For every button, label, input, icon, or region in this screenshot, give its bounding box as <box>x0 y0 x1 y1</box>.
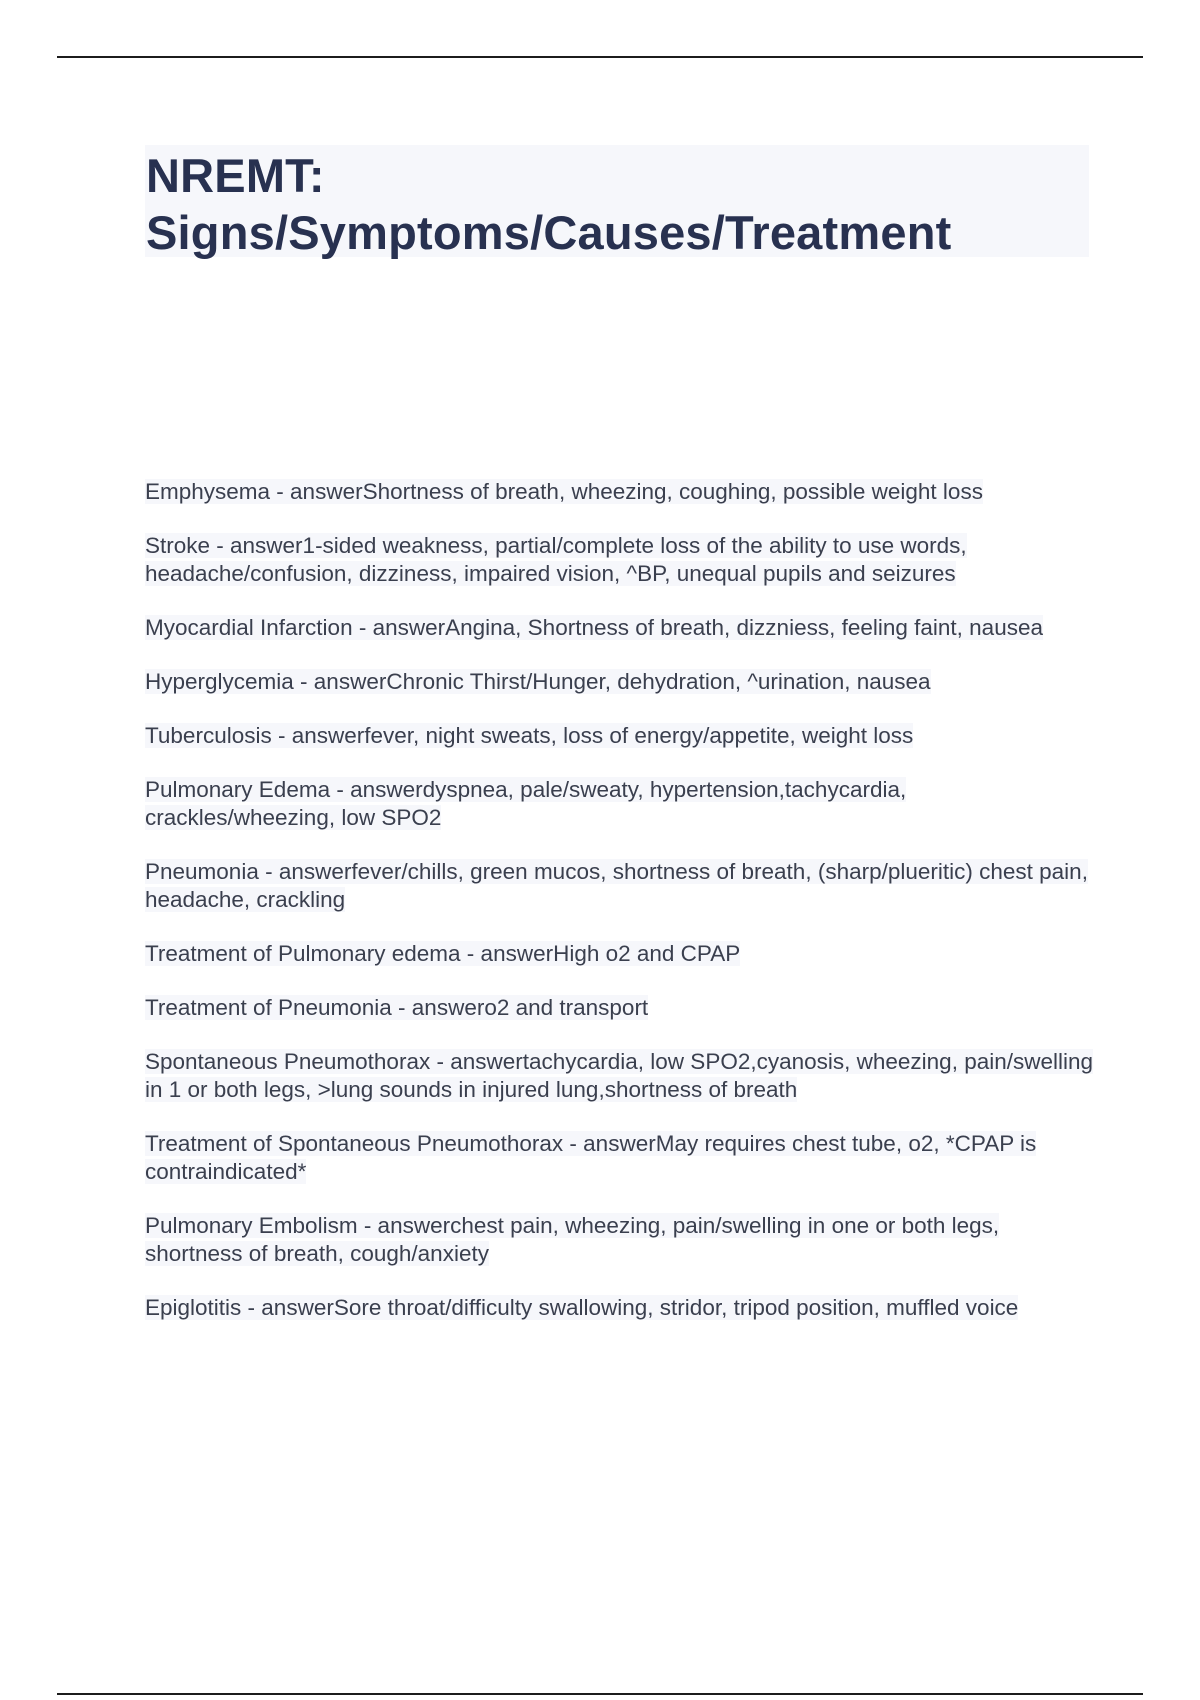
list-item <box>145 478 1095 506</box>
entry-text: Treatment of Spontaneous Pneumothorax - answerMay requires chest tube, o2, *CPAP is contraindicated* <box>145 1131 1037 1184</box>
top-divider <box>57 56 1143 58</box>
entry-text: Epiglotitis - answerSore throat/difficulty swallowing, stridor, tripod position, muffled voice <box>145 1295 1019 1320</box>
list-item <box>145 614 1095 642</box>
list-item <box>145 668 1095 696</box>
entry-text: Treatment of Pulmonary edema - answerHigh o2 and CPAP <box>145 941 741 966</box>
entry-text: Pneumonia - answerfever/chills, green mucos, shortness of breath, (sharp/plueritic) chest pain, headache, crackling <box>145 859 1088 912</box>
list-item <box>145 1130 1095 1186</box>
list-item <box>145 1048 1095 1104</box>
list-item <box>145 858 1095 914</box>
entry-text: Emphysema - answerShortness of breath, wheezing, coughing, possible weight loss <box>145 479 983 504</box>
entry-text: Pulmonary Embolism - answerchest pain, wheezing, pain/swelling in one or both legs, shortness of breath, cough/anxiety <box>145 1213 1000 1266</box>
list-item <box>145 532 1095 588</box>
entry-list <box>145 478 1095 1348</box>
entry-text: Pulmonary Edema - answerdyspnea, pale/sweaty, hypertension,tachycardia, crackles/wheezing, low SPO2 <box>145 777 907 830</box>
bottom-divider <box>57 1693 1143 1695</box>
page-title: NREMT: Signs/Symptoms/Causes/Treatment <box>146 149 952 259</box>
list-item <box>145 940 1095 968</box>
list-item <box>145 1294 1095 1322</box>
entry-text: Hyperglycemia - answerChronic Thirst/Hunger, dehydration, ^urination, nausea <box>145 669 931 694</box>
list-item <box>145 1212 1095 1268</box>
entry-text: Treatment of Pneumonia - answero2 and transport <box>145 995 649 1020</box>
entry-text: Myocardial Infarction - answerAngina, Shortness of breath, dizzniess, feeling faint, nausea <box>145 615 1043 640</box>
list-item <box>145 994 1095 1022</box>
list-item <box>145 722 1095 750</box>
entry-text: Stroke - answer1-sided weakness, partial/complete loss of the ability to use words, headache/confusion, dizziness, impaired vision, ^BP, unequal pupils and seizures <box>145 533 967 586</box>
entry-text: Spontaneous Pneumothorax - answertachycardia, low SPO2,cyanosis, wheezing, pain/swelling in 1 or both legs, >lung sounds in injured lung,shortness of breath <box>145 1049 1094 1102</box>
entry-text: Tuberculosis - answerfever, night sweats, loss of energy/appetite, weight loss <box>145 723 914 748</box>
title-block <box>145 145 1089 257</box>
list-item <box>145 776 1095 832</box>
